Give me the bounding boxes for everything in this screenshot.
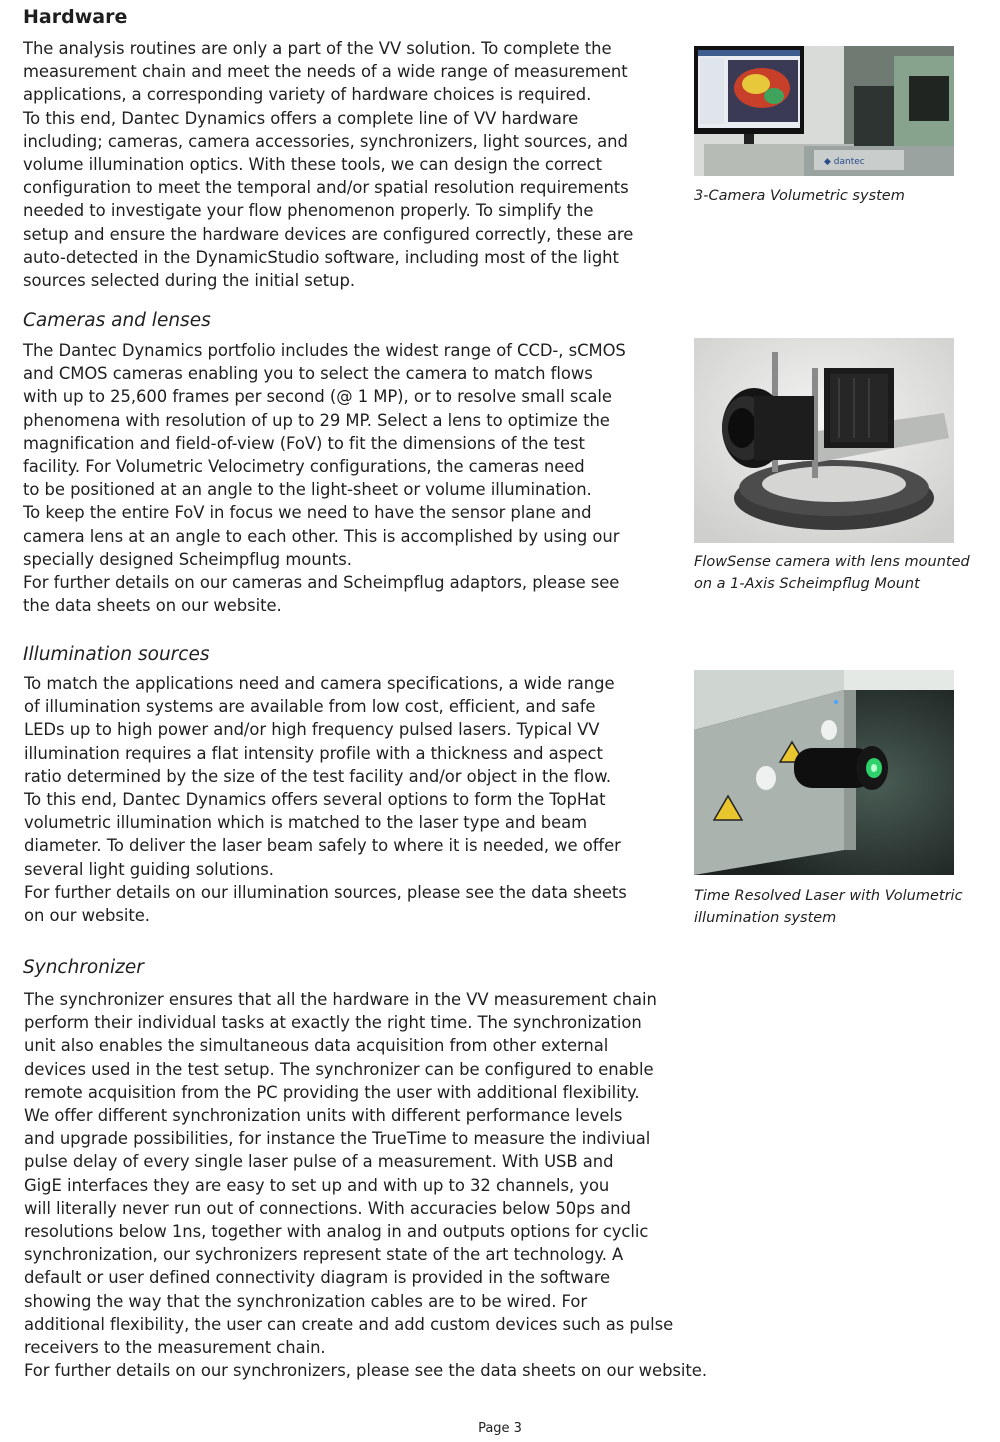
figure-time-resolved-laser — [694, 670, 954, 875]
text-line: receivers to the measurement chain. — [24, 1338, 326, 1358]
text-line: phenomena with resolution of up to 29 MP. Select a lens to optimize the — [23, 410, 610, 430]
text-line: and CMOS cameras enabling you to select the camera to match flows — [23, 364, 593, 384]
text-line: perform their individual tasks at exactly the right time. The synchronization — [24, 1013, 642, 1033]
page-number: Page 3 — [478, 1421, 522, 1436]
text-line: 3-Camera Volumetric system — [694, 188, 905, 204]
text-line: LEDs up to high power and/or high frequency pulsed lasers. Typical VV — [24, 720, 600, 740]
svg-text:◆ dantec: ◆ dantec — [824, 157, 865, 167]
text-line: volumetric illumination which is matched to the laser type and beam — [24, 813, 588, 833]
caption-flowsense-camera — [694, 552, 984, 595]
text-line: illumination requires a flat intensity profile with a thickness and aspect — [24, 743, 603, 763]
figure-flowsense-camera — [694, 338, 954, 543]
text-line: additional flexibility, the user can create and add custom devices such as pulse — [24, 1314, 674, 1334]
text-line: auto-detected in the DynamicStudio software, including most of the light — [23, 247, 619, 267]
text-line: Time Resolved Laser with Volumetric — [694, 888, 963, 904]
cameras-text — [23, 339, 663, 617]
text-line: GigE interfaces they are easy to set up and with up to 32 channels, you — [24, 1175, 610, 1195]
text-line: To this end, Dantec Dynamics offers several options to form the TopHat — [24, 790, 606, 810]
text-line: The analysis routines are only a part of the VV solution. To complete the — [23, 39, 612, 58]
section-title-synchronizer: Synchronizer — [23, 957, 144, 978]
text-line: To match the applications need and camera specifications, a wide range — [24, 674, 615, 693]
text-line: specially designed Scheimpflug mounts. — [23, 549, 352, 569]
section-title-cameras: Cameras and lenses — [23, 310, 211, 331]
text-line: of illumination systems are available from low cost, efficient, and safe — [24, 697, 596, 717]
text-line: needed to investigate your flow phenomenon properly. To simplify the — [23, 201, 594, 221]
text-line: FlowSense camera with lens mounted — [694, 554, 970, 570]
caption-3-camera-system — [694, 186, 984, 208]
text-line: and upgrade possibilities, for instance the TrueTime to measure the indiviual — [24, 1129, 651, 1149]
text-line: several light guiding solutions. — [24, 859, 274, 879]
text-line: on a 1-Axis Scheimpflug Mount — [694, 575, 920, 592]
text-line: The Dantec Dynamics portfolio includes the widest range of CCD-, sCMOS — [23, 341, 626, 360]
text-line: unit also enables the simultaneous data acquisition from other external — [24, 1036, 609, 1056]
text-line: For further details on our cameras and Scheimpflug adaptors, please see — [23, 573, 620, 593]
text-line: synchronization, our sychronizers represent state of the art technology. A — [24, 1245, 624, 1265]
text-line: diameter. To deliver the laser beam safely to where it is needed, we offer — [24, 836, 621, 856]
text-line: To keep the entire FoV in focus we need to have the sensor plane and — [23, 503, 592, 523]
text-line: sources selected during the initial setup. — [23, 271, 356, 291]
text-line: The synchronizer ensures that all the hardware in the VV measurement chain — [24, 990, 657, 1009]
text-line: facility. For Volumetric Velocimetry configurations, the cameras need — [23, 457, 585, 477]
illumination-text — [24, 672, 664, 927]
text-line: showing the way that the synchronization cables are to be wired. For — [24, 1291, 588, 1311]
text-line: on our website. — [24, 906, 150, 926]
text-line: To this end, Dantec Dynamics offers a complete line of VV hardware — [23, 108, 579, 128]
caption-time-resolved-laser — [694, 886, 984, 929]
text-line: to be positioned at an angle to the light-sheet or volume illumination. — [23, 480, 592, 500]
text-line: default or user defined connectivity diagram is provided in the software — [24, 1268, 611, 1288]
text-line: including; cameras, camera accessories, synchronizers, light sources, and — [23, 131, 628, 151]
synchronizer-text — [24, 988, 707, 1382]
text-line: measurement chain and meet the needs of a wide range of measurement — [23, 62, 628, 82]
figure-3-camera-system — [694, 46, 954, 176]
text-line: devices used in the test setup. The synchronizer can be configured to enable — [24, 1059, 654, 1079]
text-line: with up to 25,600 frames per second (@ 1 MP), or to resolve small scale — [23, 387, 612, 407]
flowsense-camera-photo — [694, 338, 954, 543]
text-line: configuration to meet the temporal and/or spatial resolution requirements — [23, 178, 629, 198]
text-line: remote acquisition from the PC providing the user with additional flexibility. — [24, 1082, 640, 1102]
3-camera-volumetric-photo — [694, 46, 954, 176]
text-line: camera lens at an angle to each other. This is accomplished by using our — [23, 526, 620, 546]
text-line: illumination system — [694, 909, 837, 926]
text-line: We offer different synchronization units with different performance levels — [24, 1106, 623, 1126]
hardware-text — [23, 37, 663, 292]
text-line: resolutions below 1ns, together with analog in and outputs options for cyclic — [24, 1222, 649, 1242]
text-line: For further details on our illumination sources, please see the data sheets — [24, 882, 627, 902]
section-title-illumination: Illumination sources — [23, 644, 210, 665]
text-line: the data sheets on our website. — [23, 596, 282, 616]
text-line: will literally never run out of connections. With accuracies below 50ps and — [24, 1198, 631, 1218]
text-line: pulse delay of every single laser pulse of a measurement. With USB and — [24, 1152, 614, 1172]
time-resolved-laser-photo — [694, 670, 954, 875]
text-line: volume illumination optics. With these tools, we can design the correct — [23, 155, 602, 175]
text-line: setup and ensure the hardware devices are configured correctly, these are — [23, 224, 634, 244]
text-line: For further details on our synchronizers, please see the data sheets on our website. — [24, 1361, 707, 1381]
section-title-hardware: Hardware — [23, 6, 128, 28]
text-line: magnification and field-of-view (FoV) to fit the dimensions of the test — [23, 433, 585, 453]
text-line: applications, a corresponding variety of hardware choices is required. — [23, 85, 592, 105]
text-line: ratio determined by the size of the test facility and/or object in the flow. — [24, 766, 612, 786]
